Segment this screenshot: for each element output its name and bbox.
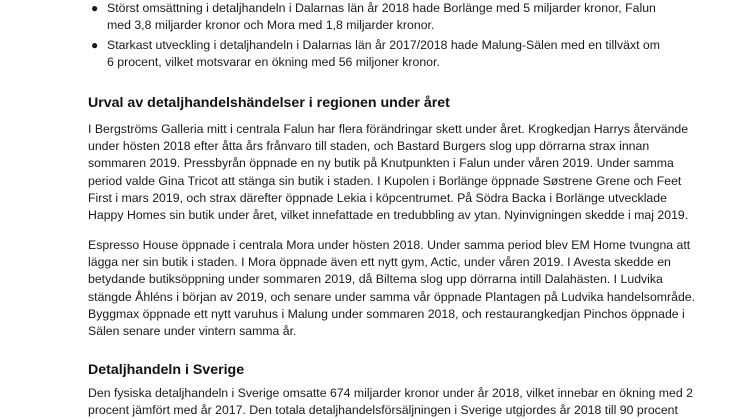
section-heading-regional-events: Urval av detaljhandelshändelser i regionen under året bbox=[88, 95, 450, 111]
bullet-dot-icon: ● bbox=[91, 1, 99, 15]
bullet-item bbox=[91, 37, 687, 71]
paragraph-line: Den fysiska detaljhandeln i Sverige omsatte 674 miljarder kronor under år 2018, vilket innebar en ökning med 2 bbox=[88, 386, 693, 400]
paragraph-line: lägga ner sin butik i staden. I Mora öppnade även ett nytt gym, Actic, under våren 2019. I Avesta skedde en bbox=[88, 255, 671, 270]
paragraph-mora-avesta-ludvika bbox=[88, 237, 696, 340]
paragraph-sweden bbox=[88, 385, 693, 419]
bullet-line: med 3,8 miljarder kronor och Mora med 1,8 miljarder kronor. bbox=[107, 18, 435, 32]
paragraph-line: betydande butiksöppning under sommaren 2019, då Biltema slog upp dörrarna intill Dalahästen. I Ludvika bbox=[88, 272, 663, 287]
paragraph-line: Sälen senare under vintern samma år. bbox=[88, 324, 297, 339]
bullet-line: 6 procent, vilket motsvarar en ökning med 56 miljoner kronor. bbox=[107, 55, 440, 69]
bullet-line: Störst omsättning i detaljhandeln i Dalarnas län år 2018 hade Borlänge med 5 miljarder kronor, Falun bbox=[107, 1, 656, 15]
paragraph-line: procent jämfört med år 2017. Den totala detaljhandelsförsäljningen i Sverige utgjordes år 2018 till 90 procent bbox=[88, 403, 678, 418]
paragraph-line: Espresso House öppnade i centrala Mora under hösten 2018. Under samma period blev EM Home tvungna att bbox=[88, 238, 691, 252]
paragraph-line: Byggmax öppnade ett nytt varuhus i Malung under sommaren 2018, och restaurangkedjan Pinchos öppnade i bbox=[88, 306, 685, 321]
section-heading-sweden: Detaljhandeln i Sverige bbox=[88, 362, 245, 378]
paragraph-line: sommaren 2019. Pressbyrån öppnade en ny butik på Knutpunkten i Falun under våren 2019. Under samma bbox=[88, 156, 674, 171]
paragraph-line: First i mars 2019, och strax därefter öppnade Lekia i köpcentrumet. På Södra Backa i Borlänge utvecklade bbox=[88, 190, 667, 205]
bullet-dot-icon: ● bbox=[91, 38, 99, 52]
paragraph-line: period valde Gina Tricot att stänga sin butik i staden. I Kupolen i Borlänge öppnade Søstrene Grene och Feet bbox=[88, 173, 682, 188]
paragraph-line: Happy Homes sin butik under året, vilket innefattade en tredubbling av ytan. Nyinvigningen skedde i maj 2019. bbox=[88, 208, 689, 223]
bullet-line: Starkast utveckling i detaljhandeln i Dalarnas län år 2017/2018 hade Malung-Sälen med en tillväxt om bbox=[107, 38, 661, 52]
paragraph-line: stängde Åhléns i början av 2019, och senare under samma vår öppnade Plantagen på Ludvika handelsområde. bbox=[88, 289, 696, 304]
bullet-item bbox=[91, 0, 687, 34]
paragraph-line: under hösten 2018 efter åtta års frånvaro till staden, och Bastard Burgers slog upp dörrarna strax innan bbox=[88, 139, 650, 154]
paragraph-falun-borlange bbox=[88, 121, 689, 224]
paragraph-line: I Bergströms Galleria mitt i centrala Falun har flera förändringar skett under året. Krogkedjan Harrys återvände bbox=[88, 122, 689, 136]
